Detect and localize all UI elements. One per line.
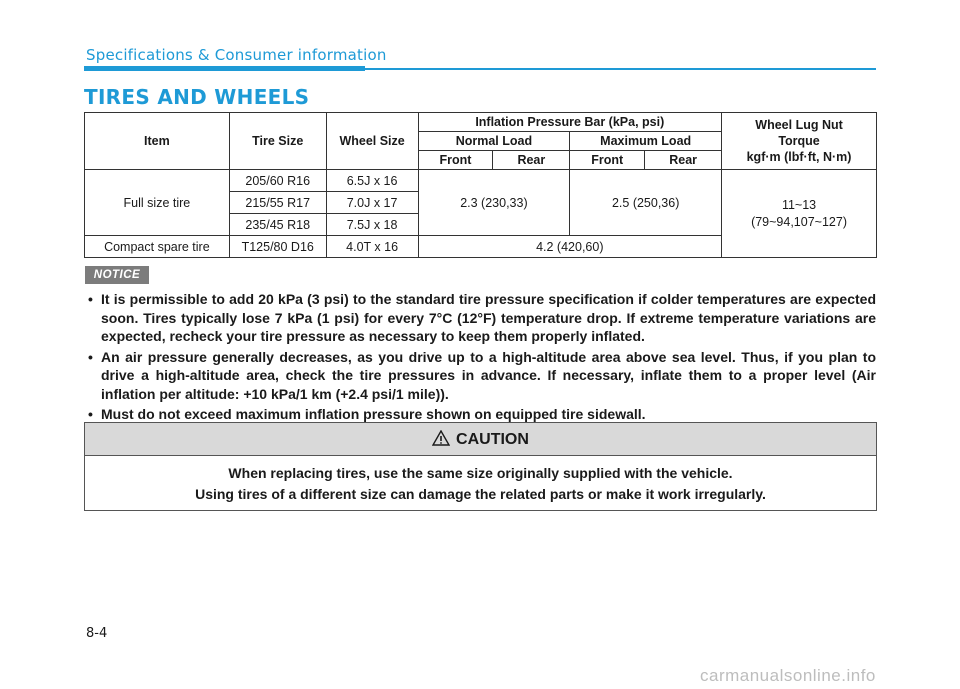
header-tire-size: Tire Size <box>229 113 326 170</box>
header-max-front: Front <box>570 151 645 170</box>
header-item: Item <box>85 113 230 170</box>
lug-value-line1: 11~13 <box>781 197 817 212</box>
page-number: 8-4 <box>86 626 108 641</box>
spare-tire-size: T125/80 D16 <box>229 236 326 258</box>
full-size-label: Full size tire <box>85 170 230 236</box>
list-item: • An air pressure generally decreases, as you drive up to a high-altitude area above sea level. Thus, if you plan to drive a high-altitude area, check the tire pressures in advance. If necessary, inflate them to a proper level (Air inflation per altitude: +10 kPa/1 km (+2.4 psi/1 mile)). <box>88 348 876 404</box>
tire-size-cell: 215/55 R17 <box>229 192 326 214</box>
spare-label: Compact spare tire <box>85 236 230 258</box>
notice-list <box>88 290 876 426</box>
wheel-size-cell: 7.5J x 18 <box>326 214 418 236</box>
full-normal-pressure: 2.3 (230,33) <box>418 170 570 236</box>
caution-body <box>85 456 876 505</box>
header-wheel-size: Wheel Size <box>326 113 418 170</box>
watermark: carmanualsonline.info <box>700 666 876 685</box>
caution-header <box>85 423 876 456</box>
table-row <box>85 170 877 192</box>
header-lug-nut <box>722 113 877 170</box>
caution-line2: Using tires of a different size can damage the related parts or make it work irregularly. <box>195 486 766 502</box>
header-normal-load: Normal Load <box>418 132 570 151</box>
header-normal-front: Front <box>418 151 493 170</box>
list-item: • Must do not exceed maximum inflation pressure shown on equipped tire sidewall. <box>88 405 876 424</box>
caution-line1: When replacing tires, use the same size originally supplied with the vehicle. <box>228 465 733 481</box>
list-item: • It is permissible to add 20 kPa (3 psi) to the standard tire pressure specification if colder temperatures are expected soon. Tires typically lose 7 kPa (1 psi) for every 7°C (12°F) temperature drop. If extreme temperature variations are expected, recheck your tire pressure as necessary to keep them properly inflated. <box>88 290 876 346</box>
tire-spec-table <box>84 112 877 258</box>
section-header: Specifications & Consumer information <box>86 46 387 64</box>
warning-triangle-icon <box>432 430 450 446</box>
wheel-size-cell: 7.0J x 17 <box>326 192 418 214</box>
header-inflation: Inflation Pressure Bar (kPa, psi) <box>418 113 722 132</box>
header-maximum-load: Maximum Load <box>570 132 722 151</box>
full-max-pressure: 2.5 (250,36) <box>570 170 722 236</box>
header-lug-line1: Wheel Lug Nut <box>755 118 843 132</box>
spare-wheel-size: 4.0T x 16 <box>326 236 418 258</box>
caution-box <box>84 422 877 511</box>
page-title: TIRES AND WHEELS <box>84 85 310 109</box>
tire-size-cell: 235/45 R18 <box>229 214 326 236</box>
caution-title: CAUTION <box>456 431 529 448</box>
wheel-size-cell: 6.5J x 16 <box>326 170 418 192</box>
header-rule-thin <box>365 68 876 70</box>
lug-nut-torque-value <box>722 170 877 258</box>
header-max-rear: Rear <box>645 151 722 170</box>
header-rule-thick <box>84 66 365 71</box>
header-normal-rear: Rear <box>493 151 570 170</box>
notice-badge: NOTICE <box>85 266 149 284</box>
tire-size-cell: 205/60 R16 <box>229 170 326 192</box>
header-lug-line2: Torque <box>778 134 820 148</box>
header-lug-line3: kgf·m (lbf·ft, N·m) <box>746 150 852 164</box>
spare-pressure: 4.2 (420,60) <box>418 236 722 258</box>
lug-value-line2: (79~94,107~127) <box>751 214 847 229</box>
